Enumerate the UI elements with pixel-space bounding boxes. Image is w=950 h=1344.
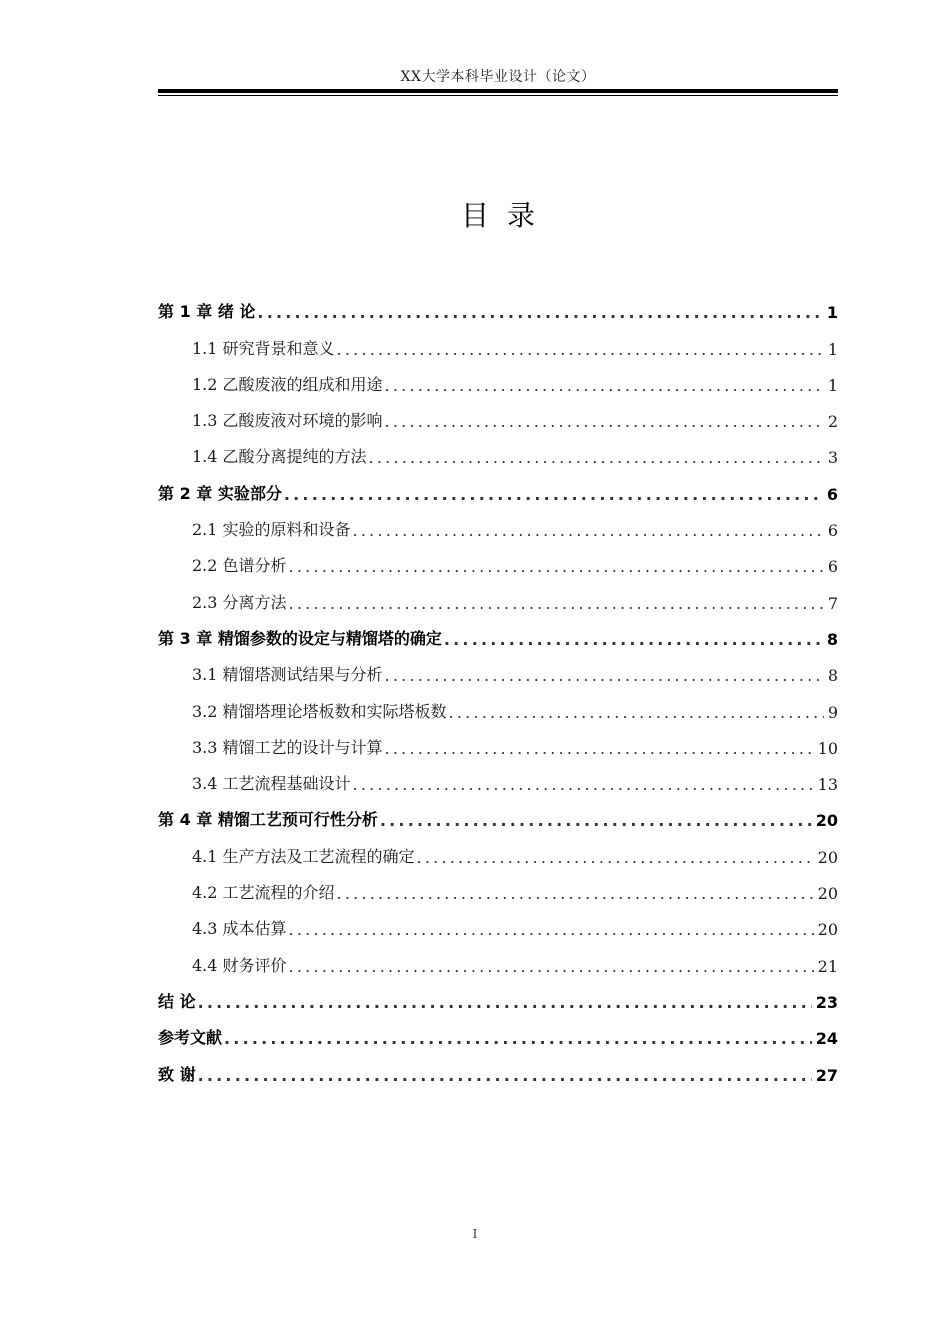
toc-chapter-entry[interactable] bbox=[158, 801, 838, 837]
toc-section-entry[interactable] bbox=[158, 692, 838, 728]
toc-dot-leader bbox=[380, 811, 812, 830]
toc-chapter-entry[interactable] bbox=[158, 620, 838, 656]
toc-section-entry[interactable] bbox=[158, 837, 838, 873]
toc-entry-page: 23 bbox=[815, 992, 838, 1012]
toc-dot-leader bbox=[385, 412, 824, 431]
toc-dot-leader bbox=[337, 884, 814, 903]
toc-entry-label: 2.3 分离方法 bbox=[192, 592, 287, 612]
toc-entry-page: 8 bbox=[827, 666, 838, 686]
toc-entry-page: 21 bbox=[817, 956, 838, 976]
toc-entry-page: 6 bbox=[826, 484, 838, 504]
toc-section-entry[interactable] bbox=[158, 729, 838, 765]
table-of-contents bbox=[158, 293, 838, 1092]
toc-section-entry[interactable] bbox=[158, 874, 838, 910]
toc-entry-page: 20 bbox=[817, 920, 838, 940]
toc-dot-leader bbox=[385, 739, 814, 758]
toc-entry-page: 7 bbox=[827, 593, 838, 613]
toc-title: 目录 bbox=[460, 199, 553, 232]
toc-entry-label: 第 3 章 精馏参数的设定与精馏塔的确定 bbox=[158, 628, 442, 648]
toc-dot-leader bbox=[353, 521, 824, 540]
toc-entry-label: 第 4 章 精馏工艺预可行性分析 bbox=[158, 810, 378, 830]
toc-entry-label: 2.1 实验的原料和设备 bbox=[192, 520, 351, 540]
toc-entry-label: 第 1 章 绪 论 bbox=[158, 302, 256, 322]
toc-section-entry[interactable] bbox=[158, 583, 838, 619]
toc-dot-leader bbox=[224, 1029, 812, 1048]
toc-section-entry[interactable] bbox=[158, 438, 838, 474]
toc-entry-label: 2.2 色谱分析 bbox=[192, 556, 287, 576]
toc-section-entry[interactable] bbox=[158, 910, 838, 946]
toc-dot-leader bbox=[257, 303, 822, 322]
toc-entry-label: 3.3 精馏工艺的设计与计算 bbox=[192, 737, 383, 757]
toc-dot-leader bbox=[385, 376, 824, 395]
toc-chapter-entry[interactable] bbox=[158, 1055, 838, 1091]
toc-dot-leader bbox=[353, 775, 814, 794]
toc-dot-leader bbox=[444, 630, 823, 649]
running-header: XX大学本科毕业设计（论文） bbox=[400, 69, 596, 85]
toc-entry-page: 20 bbox=[817, 884, 838, 904]
toc-entry-label: 致 谢 bbox=[158, 1064, 196, 1084]
toc-entry-page: 20 bbox=[815, 811, 838, 831]
toc-entry-page: 6 bbox=[827, 557, 838, 577]
toc-entry-page: 20 bbox=[817, 847, 838, 867]
toc-entry-page: 9 bbox=[827, 702, 838, 722]
toc-chapter-entry[interactable] bbox=[158, 1019, 838, 1055]
toc-section-entry[interactable] bbox=[158, 765, 838, 801]
toc-entry-page: 24 bbox=[815, 1029, 838, 1049]
toc-section-entry[interactable] bbox=[158, 402, 838, 438]
toc-entry-label: 1.2 乙酸废液的组成和用途 bbox=[192, 374, 383, 394]
toc-dot-leader bbox=[417, 848, 814, 867]
toc-entry-page: 3 bbox=[827, 448, 838, 468]
toc-entry-label: 第 2 章 实验部分 bbox=[158, 483, 282, 503]
toc-entry-label: 1.1 研究背景和意义 bbox=[192, 338, 335, 358]
header-rule-thick bbox=[158, 89, 838, 93]
toc-entry-label: 4.3 成本估算 bbox=[192, 919, 287, 939]
toc-entry-label: 3.2 精馏塔理论塔板数和实际塔板数 bbox=[192, 701, 447, 721]
toc-entry-page: 10 bbox=[817, 738, 838, 758]
toc-entry-label: 3.4 工艺流程基础设计 bbox=[192, 774, 351, 794]
toc-entry-label: 4.1 生产方法及工艺流程的确定 bbox=[192, 846, 415, 866]
toc-section-entry[interactable] bbox=[158, 366, 838, 402]
toc-section-entry[interactable] bbox=[158, 946, 838, 982]
toc-dot-leader bbox=[449, 703, 824, 722]
toc-dot-leader bbox=[369, 448, 824, 467]
toc-entry-page: 1 bbox=[827, 375, 838, 395]
toc-entry-label: 1.3 乙酸废液对环境的影响 bbox=[192, 411, 383, 431]
toc-entry-page: 2 bbox=[827, 412, 838, 432]
toc-chapter-entry[interactable] bbox=[158, 293, 838, 329]
toc-dot-leader bbox=[337, 340, 824, 359]
toc-chapter-entry[interactable] bbox=[158, 474, 838, 510]
toc-dot-leader bbox=[289, 920, 814, 939]
toc-section-entry[interactable] bbox=[158, 511, 838, 547]
toc-dot-leader bbox=[198, 1066, 812, 1085]
toc-entry-page: 1 bbox=[826, 303, 838, 323]
toc-entry-label: 结 论 bbox=[158, 991, 196, 1011]
toc-dot-leader bbox=[284, 485, 823, 504]
toc-entry-page: 8 bbox=[826, 629, 838, 649]
toc-chapter-entry[interactable] bbox=[158, 983, 838, 1019]
toc-dot-leader bbox=[289, 594, 824, 613]
toc-dot-leader bbox=[289, 557, 824, 576]
toc-entry-page: 13 bbox=[817, 775, 838, 795]
header-rule-thin bbox=[158, 95, 838, 96]
toc-entry-page: 6 bbox=[827, 521, 838, 541]
toc-section-entry[interactable] bbox=[158, 547, 838, 583]
toc-section-entry[interactable] bbox=[158, 656, 838, 692]
toc-entry-label: 3.1 精馏塔测试结果与分析 bbox=[192, 665, 383, 685]
toc-entry-page: 27 bbox=[815, 1065, 838, 1085]
toc-entry-label: 1.4 乙酸分离提纯的方法 bbox=[192, 447, 367, 467]
page-number: I bbox=[472, 1227, 478, 1241]
toc-entry-page: 1 bbox=[827, 339, 838, 359]
toc-dot-leader bbox=[385, 666, 824, 685]
toc-entry-label: 4.2 工艺流程的介绍 bbox=[192, 883, 335, 903]
toc-dot-leader bbox=[198, 993, 812, 1012]
toc-entry-label: 参考文献 bbox=[158, 1028, 223, 1048]
toc-section-entry[interactable] bbox=[158, 329, 838, 365]
toc-entry-label: 4.4 财务评价 bbox=[192, 955, 287, 975]
toc-dot-leader bbox=[289, 957, 814, 976]
